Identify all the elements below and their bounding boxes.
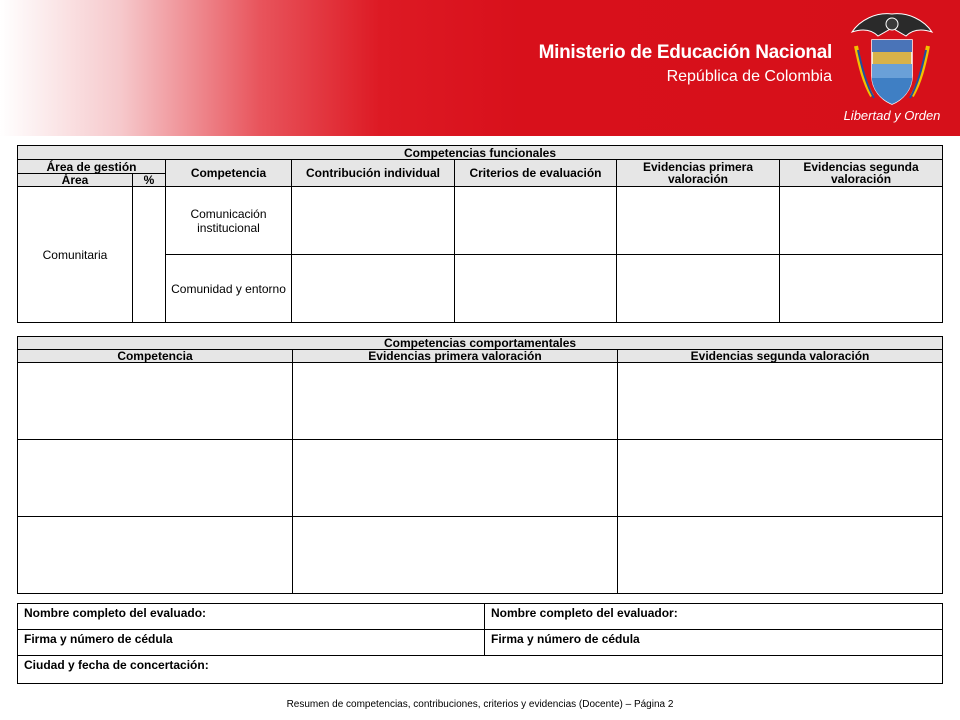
contribucion-cell[interactable] — [292, 255, 455, 323]
page-header — [0, 0, 960, 136]
criterios-cell[interactable] — [455, 187, 617, 255]
country-name: República de Colombia — [666, 68, 832, 85]
contribucion-header: Contribución individual — [292, 160, 455, 187]
percent-header: % — [133, 174, 166, 187]
competencias-comportamentales-table — [17, 336, 943, 594]
funcionales-title: Competencias funcionales — [18, 146, 943, 160]
evidencias-segunda-cell[interactable] — [618, 363, 943, 440]
evidencias-primera-cell[interactable] — [293, 517, 618, 594]
page-footer: Resumen de competencias, contribuciones, criterios y evidencias (Docente) – Página 2 — [286, 699, 674, 710]
competencia-cell[interactable] — [18, 363, 293, 440]
criterios-cell[interactable] — [455, 255, 617, 323]
signature-table — [17, 603, 943, 684]
evidencias-primera-header: Evidencias primera valoración — [617, 160, 780, 187]
evidencias-primera-cell[interactable] — [293, 440, 618, 517]
competencia-cell[interactable] — [18, 440, 293, 517]
competencia-header: Competencia — [18, 350, 293, 363]
evidencias-primera-cell[interactable] — [617, 187, 780, 255]
evidencias-segunda-cell[interactable] — [618, 517, 943, 594]
percent-cell[interactable] — [133, 187, 166, 323]
motto: Libertad y Orden — [843, 108, 941, 123]
competencia-cell[interactable] — [18, 517, 293, 594]
evidencias-segunda-header: Evidencias segunda valoración — [618, 350, 943, 363]
competencia-header: Competencia — [166, 160, 292, 187]
comportamentales-title: Competencias comportamentales — [18, 337, 943, 350]
evidencias-segunda-cell[interactable] — [780, 187, 943, 255]
ministry-block — [539, 42, 832, 86]
evidencias-primera-cell[interactable] — [617, 255, 780, 323]
city-date-field[interactable]: Ciudad y fecha de concertación: — [18, 656, 943, 684]
competencia-cell: Comunidad y entorno — [166, 255, 292, 323]
evidencias-segunda-cell[interactable] — [618, 440, 943, 517]
evidencias-primera-cell[interactable] — [293, 363, 618, 440]
evidencias-primera-header: Evidencias primera valoración — [293, 350, 618, 363]
evaluador-name-field[interactable]: Nombre completo del evaluador: — [485, 604, 943, 630]
evidencias-segunda-cell[interactable] — [780, 255, 943, 323]
evaluado-name-field[interactable]: Nombre completo del evaluado: — [18, 604, 485, 630]
criterios-header: Criterios de evaluación — [455, 160, 617, 187]
competencias-funcionales-table — [17, 145, 943, 323]
area-header: Área — [18, 174, 133, 187]
area-value: Comunitaria — [18, 187, 133, 323]
area-gestion-header: Área de gestión — [18, 160, 166, 174]
competencia-cell: Comunicación institucional — [166, 187, 292, 255]
contribucion-cell[interactable] — [292, 187, 455, 255]
evaluado-signature-field[interactable]: Firma y número de cédula — [18, 630, 485, 656]
evaluador-signature-field[interactable]: Firma y número de cédula — [485, 630, 943, 656]
ministry-name: Ministerio de Educación Nacional — [538, 42, 832, 63]
evidencias-segunda-header: Evidencias segunda valoración — [780, 160, 943, 187]
